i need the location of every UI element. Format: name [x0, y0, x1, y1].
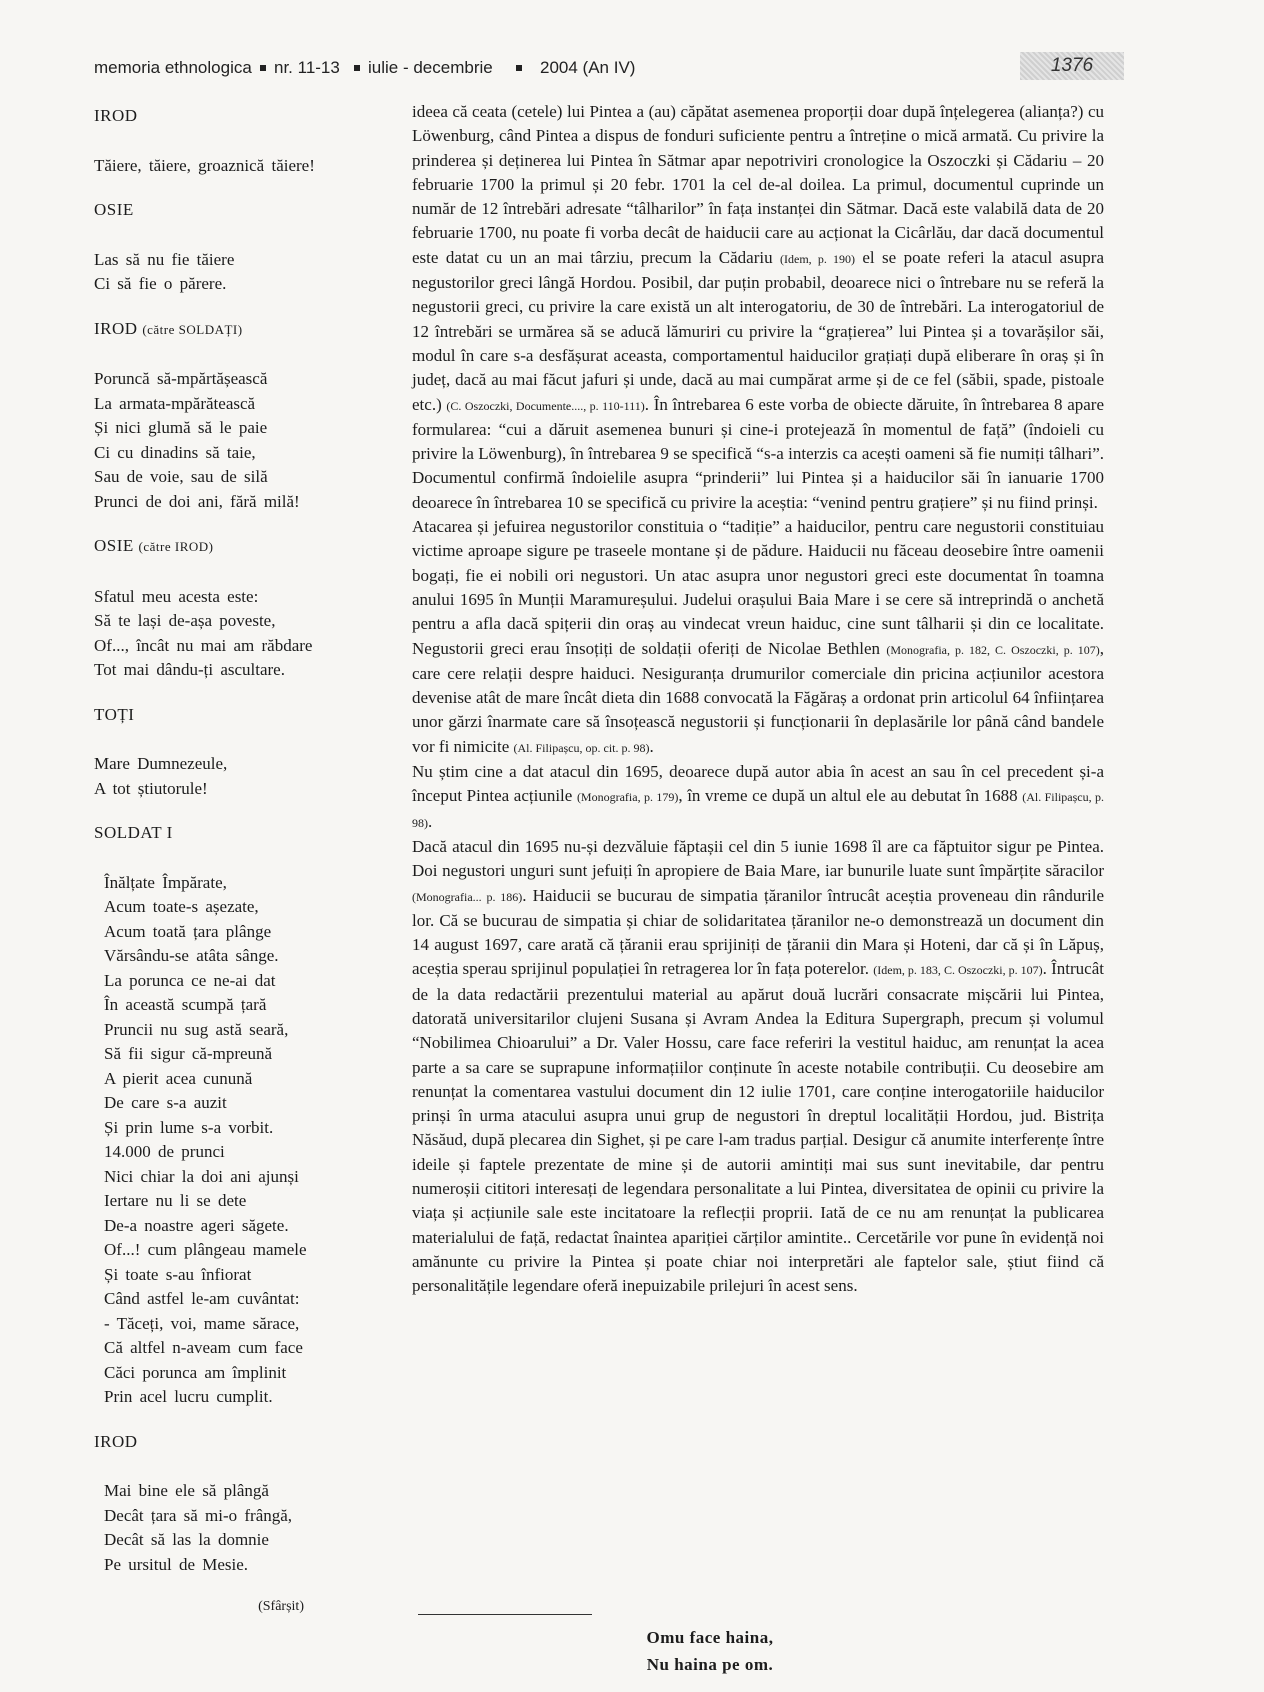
poem-line: Și prin lume s-a vorbit.: [104, 1117, 274, 1137]
poem-line: Of..., încât nu mai am răbdare: [94, 635, 313, 655]
poem-line: De-a noastre ageri săgete.: [104, 1215, 289, 1235]
poem-line: Înălțate Împărate,: [104, 872, 227, 892]
poem-line: Pe ursitul de Mesie.: [104, 1554, 249, 1574]
speaker-label: [94, 821, 394, 846]
separator-square-icon: [516, 65, 522, 71]
poem-line: Acum toată țara plânge: [104, 921, 272, 941]
poem-line: La porunca ce ne-ai dat: [104, 970, 276, 990]
speaker-name: IROD: [94, 106, 138, 125]
citation: (Idem, p. 183, C. Oszoczki, p. 107): [873, 963, 1043, 978]
page-header: [94, 52, 1124, 82]
citation: (Monografia... p. 186): [412, 889, 523, 904]
paragraph-text: , care cere relații despre haiduci. Nesiguranța drumurilor comerciale din pricina acțiunilor acestora devenise atât de mare încât dieta din 1688 convocată la Făgăraș a ordonat prin articolul 64 înființarea unor gărzi înarmate care să însoțească negustorii și funcționarii în deplasările lor până când bandele vor fi nimicite: [412, 638, 1104, 756]
poem-line: Nici chiar la doi ani ajunși: [104, 1166, 299, 1186]
poem-line: 14.000 de prunci: [104, 1142, 225, 1161]
paragraph-text: , în vreme ce după un altul ele au debutat în 1688: [678, 786, 1023, 806]
article-paragraph: [412, 515, 1104, 760]
speaker-label: [94, 703, 394, 728]
speaker-label: [94, 1430, 394, 1455]
citation: (C. Oszoczki, Documente...., p. 110-111): [446, 398, 645, 413]
poem-line: Ci să fie o părere.: [94, 274, 227, 293]
issue-number: nr. 11-13: [274, 58, 340, 77]
poem-line: Căci porunca am împlinit: [104, 1362, 287, 1382]
speaker-name: IROD: [94, 318, 138, 338]
citation: (Idem, p. 190): [780, 251, 855, 266]
poem-line: Mare Dumnezeule,: [94, 754, 228, 773]
poem-stanza: [94, 585, 394, 683]
citation: (Al. Filipașcu, op. cit. p. 98): [513, 740, 650, 755]
paragraph-text: ideea că ceata (cetele) lui Pintea a (au) căpătat asemenea proporții doar după înțelegerea (alianța?) cu Löwenburg, când Pintea a dispus de fonduri suficiente pentru a întreține o mică armată. Cu privire la prinderea și deținerea lui Pintea în Sătmar apar nepotriviri cronologice la Oszoczki și Cădariu – 20 februarie 1700 la primul și 20 febr. 1701 la cel de-al doilea. La primul, documentul cuprinde un număr de 12 întrebări adresate “tâlharilor” în fața instanței din Sătmar. Dacă este valabilă data de 20 februarie 1700, nu poate fi vorba decât de haiducii care au acționat la Cicârlău, dar dacă documentul este datat cu un an mai târziu, precum la Cădariu: [412, 102, 1104, 267]
speaker-name: OSIE: [94, 200, 134, 219]
speaker-name: TOȚI: [94, 704, 135, 724]
paragraph-text: . Întrucât de la data redactării prezentului material au apărut două lucrări consacrate mișcării lui Pintea, datorată universitarilor clujeni Susana și Avram Andea la Editura Supergraph, precum și volumul “Nobilimea Chioarului” a Dr. Valer Hossu, care face referiri la vestitul haiduc, am renunțat la acea parte a sa care se suprapune informațiilor conținute în aceste notabile contribuții. Cu deosebire am renunțat la comentarea vastului document din 12 iulie 1701, care conține interogatoriile haiducilor prinși în urma atacului asupra unui grup de negustori în dreptul localității Hordou, jud. Bistrița Năsăud, după plecarea din Sighet, și pe care l-am tradus parțial. Desigur că anumite interferențe între ideile și faptele prezentate de mine și de autorii amintiți mai sus sunt inevitabile, dar pentru numeroșii cititori interesați de legendara personalitate a lui Pintea, diversitatea de opinii cu privire la viața și acțiunile sale este incitatoare la reflecții proprii. Iată de ce nu am renunțat la publicarea materialului de față, redactat înaintea apariției cărților amintite.. Cercetările vor pune în evidență noi amănunte cu privire la Pintea și poate chiar noi interpretări ale faptelor sale, știut fiind că personalitățile legendare oferă inepuizabile prilejuri în acest sens.: [412, 959, 1104, 1296]
poem-line: La armata-mpărătească: [94, 393, 256, 413]
poem-line: Poruncă să-mpărtășească: [94, 369, 268, 388]
poem-line: De care s-a auzit: [104, 1093, 227, 1112]
article-paragraph: [412, 835, 1104, 1299]
poem-line: Decât să las la domnie: [104, 1530, 269, 1549]
poem-line: Să te lași de-așa poveste,: [94, 611, 276, 630]
citation: (Al. Filipașcu, p. 98): [412, 790, 1104, 830]
poem-line: Vărsându-se atâta sânge.: [104, 946, 279, 965]
paragraph-text: Atacarea și jefuirea negustorilor constituia o “tadiție” a haiducilor, pentru care negustorii constituiau victime aproape sigure pe traseele montane și de pădure. Haiducii nu făceau deosebire între oamenii bogați, fie ei nobili ori negustori. Un atac asupra unor negustori greci este documentat în toamna anului 1695 în Munții Maramureșului. Judelui orașului Baia Mare i se cere să intreprindă o anchetă pentru a afla dacă spițerii din oraș au vindecat vreun haiduc, cine sunt tâlharii și din ce localitate. Negustorii greci erau însoțiți de soldații oferiți de Nicolae Bethlen: [412, 517, 1104, 658]
stage-direction: (către IROD): [138, 539, 214, 554]
poem-line: Decât țara să mi-o frângă,: [104, 1505, 293, 1525]
poem-line: Ci cu dinadins să taie,: [94, 442, 256, 462]
poem-line: Când astfel le-am cuvântat:: [104, 1289, 300, 1308]
paragraph-text: .: [428, 811, 433, 831]
poem-end-mark: (Sfârșit): [258, 1599, 304, 1614]
citation: (Monografia, p. 179): [576, 790, 679, 805]
article-paragraph: [412, 760, 1104, 835]
poem-stanza: [94, 367, 394, 514]
paragraph-text: Nu știm cine a dat atacul din 1695, deoarece după autor abia în acest an sau în cel precedent și-a început Pintea acțiunile: [412, 762, 1104, 806]
article-paragraph: [412, 100, 1104, 515]
poem-line: Of...! cum plângeau mamele: [104, 1240, 307, 1259]
separator-square-icon: [354, 65, 360, 71]
poem-line: Iertare nu li se dete: [104, 1191, 247, 1210]
page-number: 1376: [1020, 52, 1124, 80]
poem-line: A tot știutorule!: [94, 778, 208, 798]
poem-line: Sau de voie, sau de silă: [94, 467, 268, 486]
issue-period: iulie - decembrie: [368, 58, 493, 77]
speaker-name: IROD: [94, 1431, 138, 1451]
poem-stanza: [94, 1479, 394, 1577]
poem-stanza: [94, 752, 394, 801]
poem-line: În această scumpă țară: [104, 995, 267, 1014]
motto-line: Nu haina pe om.: [646, 1655, 774, 1674]
poem-column: [94, 104, 394, 1620]
article-column: [412, 100, 1104, 1299]
speaker-label: [94, 317, 394, 343]
stage-direction: (către SOLDAȚI): [142, 321, 243, 337]
separator-square-icon: [260, 65, 266, 71]
speaker-label: [94, 534, 394, 560]
poem-stanza: [94, 154, 394, 179]
paragraph-text: . În întrebarea 6 este vorba de obiecte dăruite, în întrebarea 8 apare formularea: “cui a dăruit asemenea bunuri și cine-i protejează în momentul de față” (îndoieli cu privire la Löwenburg), în întrebarea 9 se specifică “s-a interzis ca acești oameni să fie numiți tâlhari”. Documentul confirmă îndoielile asupra “prinderii” lui Pintea și a haiducilor săi în ianuarie 1700 deoarece în întrebarea 10 se specifică cu privire la aceștia: “venind pentru grațiere” și nu fiind prinși.: [412, 394, 1105, 512]
citation: (Monografia, p. 182, C. Oszoczki, p. 107): [886, 642, 1100, 657]
poem-stanza: [94, 248, 394, 297]
speaker-label: [94, 104, 394, 129]
paragraph-text: Dacă atacul din 1695 nu-și dezvăluie făptașii cel din 5 iunie 1698 îl are ca făptuitor sigur pe Pintea. Doi negustori unguri sunt jefuiți în apropiere de Baia Mare, iar bunurile luate sunt împărțite săracilor: [412, 836, 1104, 881]
poem-line: Las să nu fie tăiere: [94, 249, 235, 269]
poem-line: Și nici glumă să le paie: [94, 418, 268, 437]
speaker-name: SOLDAT I: [94, 823, 173, 842]
motto-line: Omu face haina,: [646, 1628, 774, 1647]
poem-line: A pierit acea cunună: [104, 1068, 253, 1088]
poem-stanza: [94, 871, 394, 1410]
footer-rule: [418, 1614, 592, 1615]
speaker-name: OSIE: [94, 536, 134, 555]
speaker-label: [94, 198, 394, 223]
poem-line: - Tăceți, voi, mame sărace,: [104, 1313, 300, 1333]
poem-line: Acum toate-s așezate,: [104, 897, 259, 916]
poem-line: Că altfel n-aveam cum face: [104, 1338, 303, 1357]
poem-line: Tăiere, tăiere, groaznică tăiere!: [94, 155, 315, 175]
journal-title: memoria ethnologica: [94, 58, 252, 77]
poem-line: Mai bine ele să plângă: [104, 1481, 269, 1500]
poem-line: Prin acel lucru cumplit.: [104, 1387, 273, 1406]
motto: [560, 1624, 860, 1678]
poem-line: Tot mai dându-ți ascultare.: [94, 660, 285, 679]
poem-line: Pruncii nu sug astă seară,: [104, 1019, 289, 1039]
poem-line: Sfatul meu acesta este:: [94, 586, 259, 606]
poem-line: Și toate s-au înfiorat: [104, 1264, 252, 1284]
poem-line: Prunci de doi ani, fără milă!: [94, 491, 300, 511]
poem-line: Să fii sigur că-mpreună: [104, 1044, 273, 1063]
issue-year: 2004 (An IV): [540, 58, 636, 77]
paragraph-text: .: [649, 736, 654, 756]
paragraph-text: . Haiducii se bucurau de simpatia țăranilor întrucât aceștia proveneau din rândurile lor. Că se bucurau de simpatia și chiar de solidaritatea țăranilor ne-o demonstrează un document din 14 august 1697, care arată că țăranii erau sprijiniți de țăranii din Mara și Hoteni, dar că și în Lăpuș, aceștia sperau sprijinul populației în retragerea lor în fața poterelor.: [412, 885, 1104, 979]
paragraph-text: el se poate referi la atacul asupra negustorilor greci lângă Hordou. Posibil, dar puțin probabil, deoarece nici o întrebare nu se referă la negustorii greci, cu privire la care există un alt interogatoriu, de 30 de întrebări. La interogatoriul de 12 întrebări se urmărea să se aducă lămuriri cu privire la “grațierea” lui Pintea și a tovarășilor săi, modul în care s-a desfășurat aceasta, comportamentul haiducilor grațiați după eliberare în oraș și în județ, dacă au mai făcut jafuri și unde, dacă au mai cumpărat arme și de ce fel (săbii, spade, pistoale etc.): [412, 247, 1104, 414]
